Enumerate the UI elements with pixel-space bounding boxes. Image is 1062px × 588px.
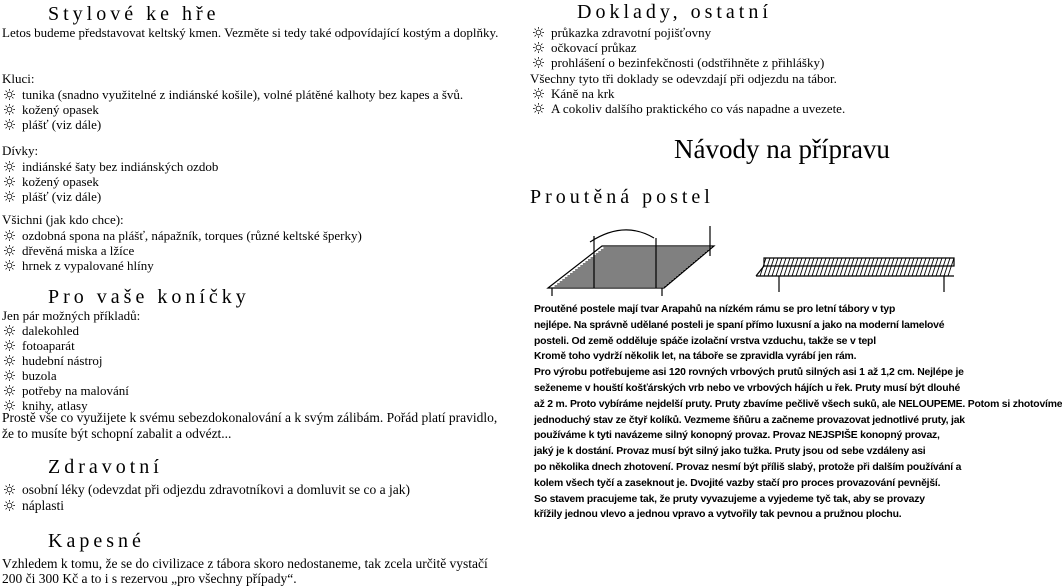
postel-heading: Proutěná postel — [530, 186, 714, 208]
bed-drawing-svg — [524, 216, 956, 298]
kapesne-heading: Kapesné — [48, 530, 145, 552]
koniky-line2: že to musíte být schopní zabalit a odvézt... — [2, 426, 232, 441]
doklady-heading: Doklady, ostatní — [577, 1, 772, 23]
sun-bullet-icon — [533, 27, 544, 38]
instruction-line: jednoduchý stav ze čtyř kolíků. Vezmeme šňůru a začneme provazovat jednotlivé pruty, jak — [534, 414, 965, 426]
sun-bullet-icon — [4, 355, 15, 366]
list-item: indiánské šaty bez indiánských ozdob — [4, 159, 218, 174]
list-item: dřevěná miska a lžíce — [4, 243, 362, 258]
list-item: plášť (viz dále) — [4, 189, 218, 204]
doklady-list-a — [533, 25, 824, 70]
instruction-line: Proutěné postele mají tvar Arapahů na nízkém rámu se pro letní tábory v typ — [534, 304, 896, 315]
koniky-line1: Prostě vše co využijete k svému sebezdokonalování a k svým zálibám. Pořád platí pravidlo, — [2, 410, 498, 425]
list-item: knihy, atlasy — [4, 398, 129, 413]
list-item: kožený opasek — [4, 102, 463, 117]
sun-bullet-icon — [4, 191, 15, 202]
instruction-line: po několika dnech zhotovení. Provaz nesmí být příliš slabý, protože při dalším používání a — [534, 461, 962, 473]
doklady-note: Všechny tyto tři doklady se odevzdají při odjezdu na tábor. — [530, 71, 837, 86]
list-item: osobní léky (odevzdat při odjezdu zdravotníkovi a domluvit se co a jak) — [4, 482, 410, 498]
zdravotni-list — [4, 482, 410, 514]
sun-bullet-icon — [533, 42, 544, 53]
sun-bullet-icon — [4, 119, 15, 130]
sun-bullet-icon — [4, 370, 15, 381]
sun-bullet-icon — [4, 484, 15, 495]
koniky-heading: Pro vaše koníčky — [48, 286, 250, 308]
sun-bullet-icon — [4, 245, 15, 256]
koniky-list — [4, 323, 129, 413]
sun-bullet-icon — [4, 340, 15, 351]
instruction-line: až 2 m. Proto vybíráme nejdelší pruty. Pruty zbavíme pečlivě všech suků, ale NELOUPEME. Potom si zhotovíme — [534, 398, 1062, 410]
bed-illustration — [524, 216, 956, 298]
kapesne-line2: 200 či 300 Kč a to i s rezervou „pro všechny případy“. — [2, 571, 297, 586]
sun-bullet-icon — [4, 161, 15, 172]
instruction-line: křížily jednou vlevo a jednou vpravo a vytvořily tak pevnou a pružnou plochu. — [534, 509, 902, 521]
sun-bullet-icon — [4, 500, 15, 511]
sun-bullet-icon — [4, 385, 15, 396]
list-item: plášť (viz dále) — [4, 117, 463, 132]
sun-bullet-icon — [4, 230, 15, 241]
instruction-line: jaký je k dostání. Provaz musí být silný jako tužka. Pruty jsou od sebe vzdáleny asi — [534, 446, 926, 458]
instruction-line: Kromě toho vydrží několik let, na táboře se zpravidla vyrábí jen rám. — [534, 351, 857, 363]
navody-heading: Návody na přípravu — [674, 134, 890, 164]
list-item: dalekohled — [4, 323, 129, 338]
styl-intro: Letos budeme představovat keltský kmen. Vezměte si tedy také odpovídající kostým a doplňky. — [2, 25, 499, 40]
list-item: náplasti — [4, 498, 410, 514]
boys-list — [4, 87, 463, 132]
instruction-line: So stavem pracujeme tak, že pruty vyvazujeme a vyjedeme tyč tak, aby se provazy — [534, 493, 925, 505]
list-item: tunika (snadno využitelné z indiánské košile), volné plátěné kalhoty bez kapes a švů. — [4, 87, 463, 102]
sun-bullet-icon — [4, 89, 15, 100]
sun-bullet-icon — [533, 57, 544, 68]
sun-bullet-icon — [4, 176, 15, 187]
instructions-text — [534, 302, 1062, 523]
list-item: potřeby na malování — [4, 383, 129, 398]
instruction-line: seženeme v houští košťárských vrb nebo ve vrbových hájích u řek. Pruty musí být dlouhé — [534, 382, 961, 394]
all-label: Všichni (jak kdo chce): — [2, 212, 124, 227]
list-item: buzola — [4, 368, 129, 383]
instruction-line: nejlépe. Na správně udělané posteli je spaní přímo luxusní a jako na moderní lamelové — [534, 319, 945, 331]
instruction-line: Pro výrobu potřebujeme asi 120 rovných vrbových prutů silných asi 1 až 1,2 cm. Nejlépe je — [534, 367, 964, 379]
list-item: kožený opasek — [4, 174, 218, 189]
sun-bullet-icon — [4, 260, 15, 271]
kapesne-line1: Vzhledem k tomu, že se do civilizace z tábora skoro nedostaneme, tak zcela určitě vystačí — [2, 556, 488, 571]
list-item: hudební nástroj — [4, 353, 129, 368]
girls-list — [4, 159, 218, 204]
sun-bullet-icon — [4, 104, 15, 115]
list-item: ozdobná spona na plášť, nápažník, torques (různé keltské šperky) — [4, 228, 362, 243]
styl-heading: Stylové ke hře — [48, 3, 220, 25]
instruction-line: posteli. Od země odděluje spáče izolační vrstva vzduchu, takže se v tepl — [534, 335, 876, 347]
doklady-list-b — [533, 86, 845, 116]
sun-bullet-icon — [533, 88, 544, 99]
list-item: prohlášení o bezinfekčnosti (odstřihněte z přihlášky) — [533, 55, 824, 70]
list-item: očkovací průkaz — [533, 40, 824, 55]
instructions-image — [534, 302, 1062, 586]
girls-label: Dívky: — [2, 143, 39, 158]
sun-bullet-icon — [533, 103, 544, 114]
instruction-line: kolem všech tyčí a zaseknout je. Dvojité vazby stačí pro proces provazování pevnější. — [534, 477, 941, 489]
instruction-line: používáme k tyti navázeme silný konopný provaz. Provaz NEJSPIŠE konopný provaz, — [534, 430, 940, 442]
sun-bullet-icon — [4, 325, 15, 336]
all-list — [4, 228, 362, 273]
list-item: průkazka zdravotní pojišťovny — [533, 25, 824, 40]
list-item: hrnek z vypalované hlíny — [4, 258, 362, 273]
list-item: Káně na krk — [533, 86, 845, 101]
zdravotni-heading: Zdravotní — [48, 456, 163, 478]
list-item: fotoaparát — [4, 338, 129, 353]
koniky-intro: Jen pár možných příkladů: — [2, 308, 141, 323]
list-item: A cokoliv dalšího praktického co vás napadne a uvezete. — [533, 101, 845, 116]
boys-label: Kluci: — [2, 71, 35, 86]
